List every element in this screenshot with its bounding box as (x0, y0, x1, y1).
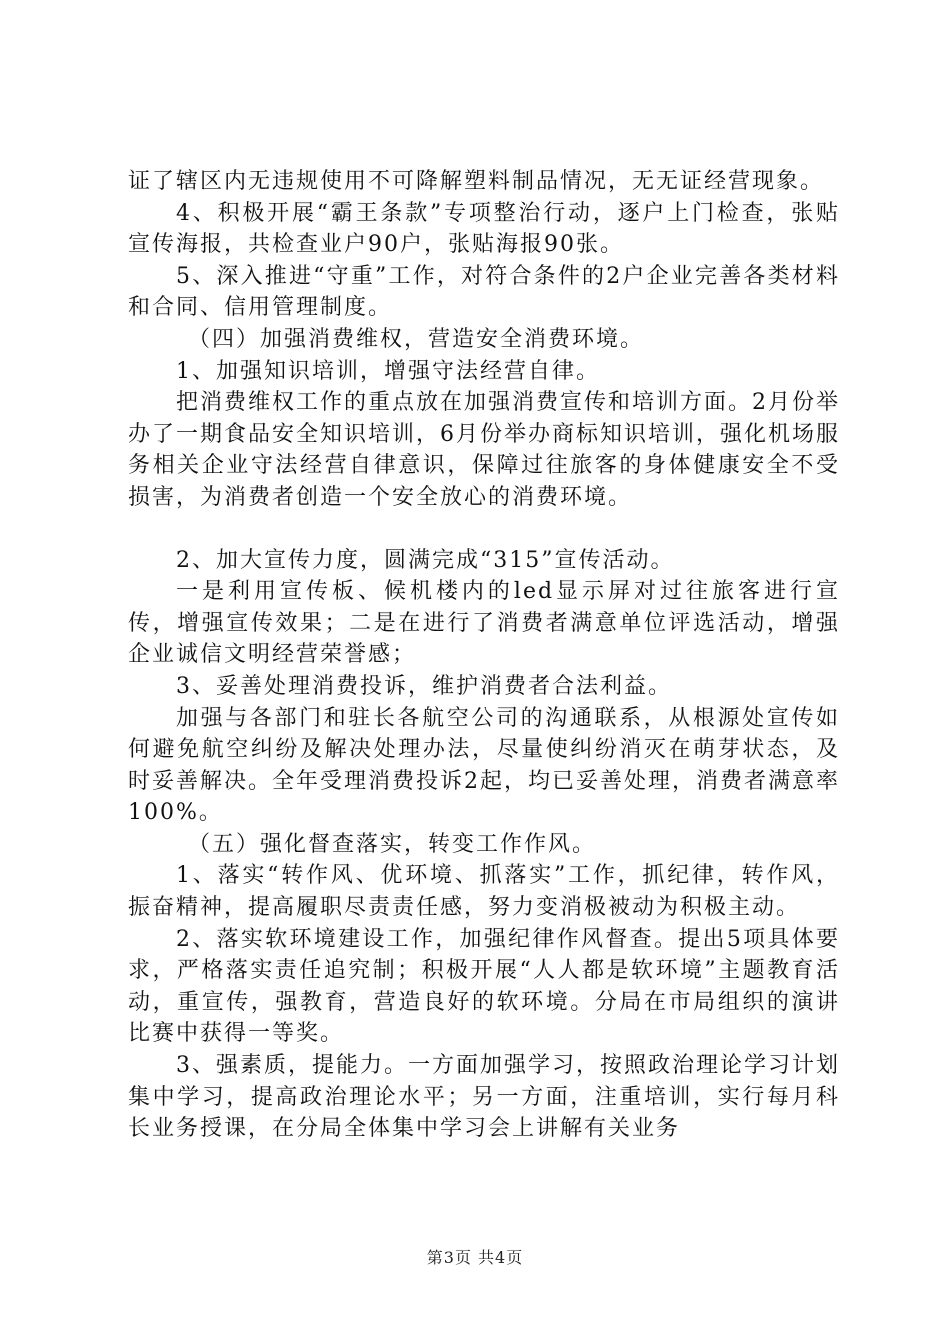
paragraph-work-style: 1、落实“转作风、优环境、抓落实”工作，抓纪律，转作风，振奋精神，提高履职尽责责任感，努力变消极被动为积极主动。 (128, 863, 840, 921)
document-body (128, 166, 840, 1145)
paragraph-quality: 3、强素质，提能力。一方面加强学习，按照政治理论学习计划集中学习，提高政治理论水平；另一方面，注重培训，实行每月科长业务授课，在分局全体集中学习会上讲解有关业务 (128, 1053, 840, 1142)
section-heading-5: （五）强化督查落实，转变工作作风。 (188, 831, 597, 857)
paragraph-item-5: 5、深入推进“守重”工作，对符合条件的2户企业完善各类材料和合同、信用管理制度。 (128, 263, 840, 321)
subheading-training: 1、加强知识培训，增强守法经营自律。 (176, 358, 600, 384)
subheading-publicity: 2、加大宣传力度，圆满完成“315”宣传活动。 (176, 547, 675, 573)
paragraph-training: 把消费维权工作的重点放在加强消费宣传和培训方面。2月份举办了一期食品安全知识培训，6月份举办商标知识培训，强化机场服务相关企业守法经营自律意识，保障过往旅客的身体健康安全不受损害，为消费者创造一个安全放心的消费环境。 (128, 390, 840, 510)
section-heading-4: （四）加强消费维权，营造安全消费环境。 (188, 326, 645, 352)
paragraph-continuation: 证了辖区内无违规使用不可降解塑料制品情况，无无证经营现象。 (128, 169, 825, 194)
paragraph-publicity: 一是利用宣传板、候机楼内的led显示屏对过往旅客进行宣传，增强宣传效果；二是在进行了消费者满意单位评选活动，增强企业诚信文明经营荣誉感； (128, 579, 840, 668)
page-number-footer: 第3页 共4页 (426, 1248, 524, 1267)
subheading-complaints: 3、妥善处理消费投诉，维护消费者合法利益。 (176, 673, 672, 699)
paragraph-complaints: 加强与各部门和驻长各航空公司的沟通联系，从根源处宣传如何避免航空纠纷及解决处理办法，尽量使纠纷消灭在萌芽状态，及时妥善解决。全年受理消费投诉2起，均已妥善处理，消费者满意率100%。 (128, 705, 840, 826)
paragraph-item-4: 4、积极开展“霸王条款”专项整治行动，逐户上门检查，张贴宣传海报，共检查业户90户，张贴海报90张。 (128, 200, 840, 258)
paragraph-soft-environment: 2、落实软环境建设工作，加强纪律作风督查。提出5项具体要求，严格落实责任追究制；积极开展“人人都是软环境”主题教育活动，重宣传，强教育，营造良好的软环境。分局在市局组织的演讲比赛中获得一等奖。 (128, 926, 840, 1047)
paragraph-gap (128, 514, 840, 545)
